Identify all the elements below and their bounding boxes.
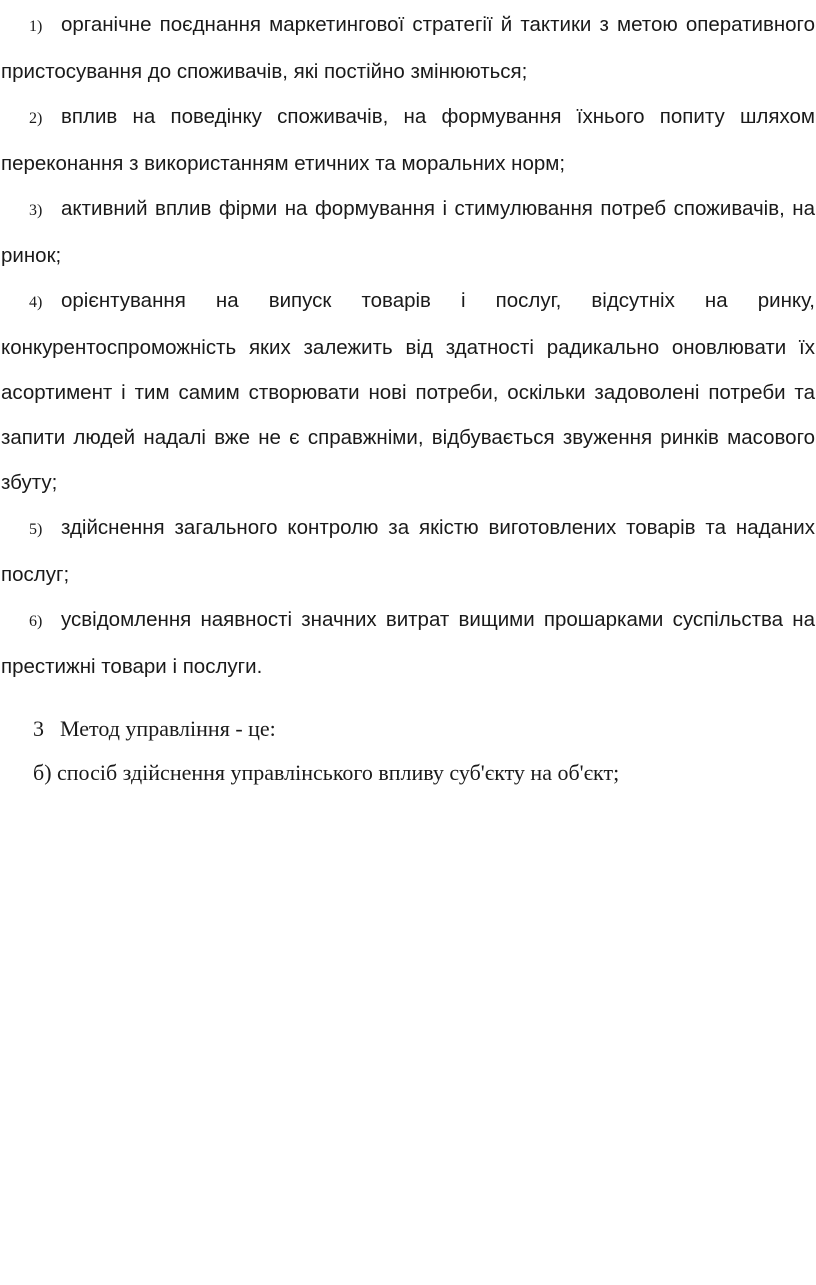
list-item-text: орієнтування на випуск товарів і послуг, відсутніх на ринку, конкурентоспроможність яких залежить від здатності радикально оновлювати їх асортимент і тим самим створювати нові потреби, оскільки задоволені потреби та запити людей надалі вже не є справжніми, відбувається звуження ринків масового збуту; <box>1 289 815 494</box>
list-item-text: здійснення загального контролю за якістю виготовлених товарів та наданих послуг; <box>1 516 815 586</box>
list-item-number: 2) <box>29 110 43 127</box>
question-number: 3 <box>33 716 44 741</box>
question-heading <box>33 707 276 751</box>
list-item-text: органічне поєднання маркетингової стратегії й тактики з метою оперативного пристосування до споживачів, які постійно змінюються; <box>1 13 815 83</box>
list-item <box>1 278 815 505</box>
question-text: Метод управління - це: <box>60 716 276 741</box>
list-item <box>1 505 815 597</box>
list-item-text: усвідомлення наявності значних витрат вищими прошарками суспільства на престижні товари і послуги. <box>1 608 815 678</box>
list-item-number: 3) <box>29 202 43 219</box>
answer-text: б) спосіб здійснення управлінського впливу суб'єкту на об'єкт; <box>33 760 620 785</box>
list-item-number: 6) <box>29 613 43 630</box>
list-item <box>1 186 815 278</box>
list-item <box>1 94 815 186</box>
numbered-list <box>1 2 815 689</box>
list-item-number: 5) <box>29 521 43 538</box>
list-item <box>1 597 815 689</box>
list-item-number: 4) <box>29 294 43 311</box>
list-item-number: 1) <box>29 18 43 35</box>
list-item-text: вплив на поведінку споживачів, на формування їхнього попиту шляхом переконання з використанням етичних та моральних норм; <box>1 105 815 175</box>
list-item-text: активний вплив фірми на формування і стимулювання потреб споживачів, на ринок; <box>1 197 815 267</box>
list-item <box>1 2 815 94</box>
